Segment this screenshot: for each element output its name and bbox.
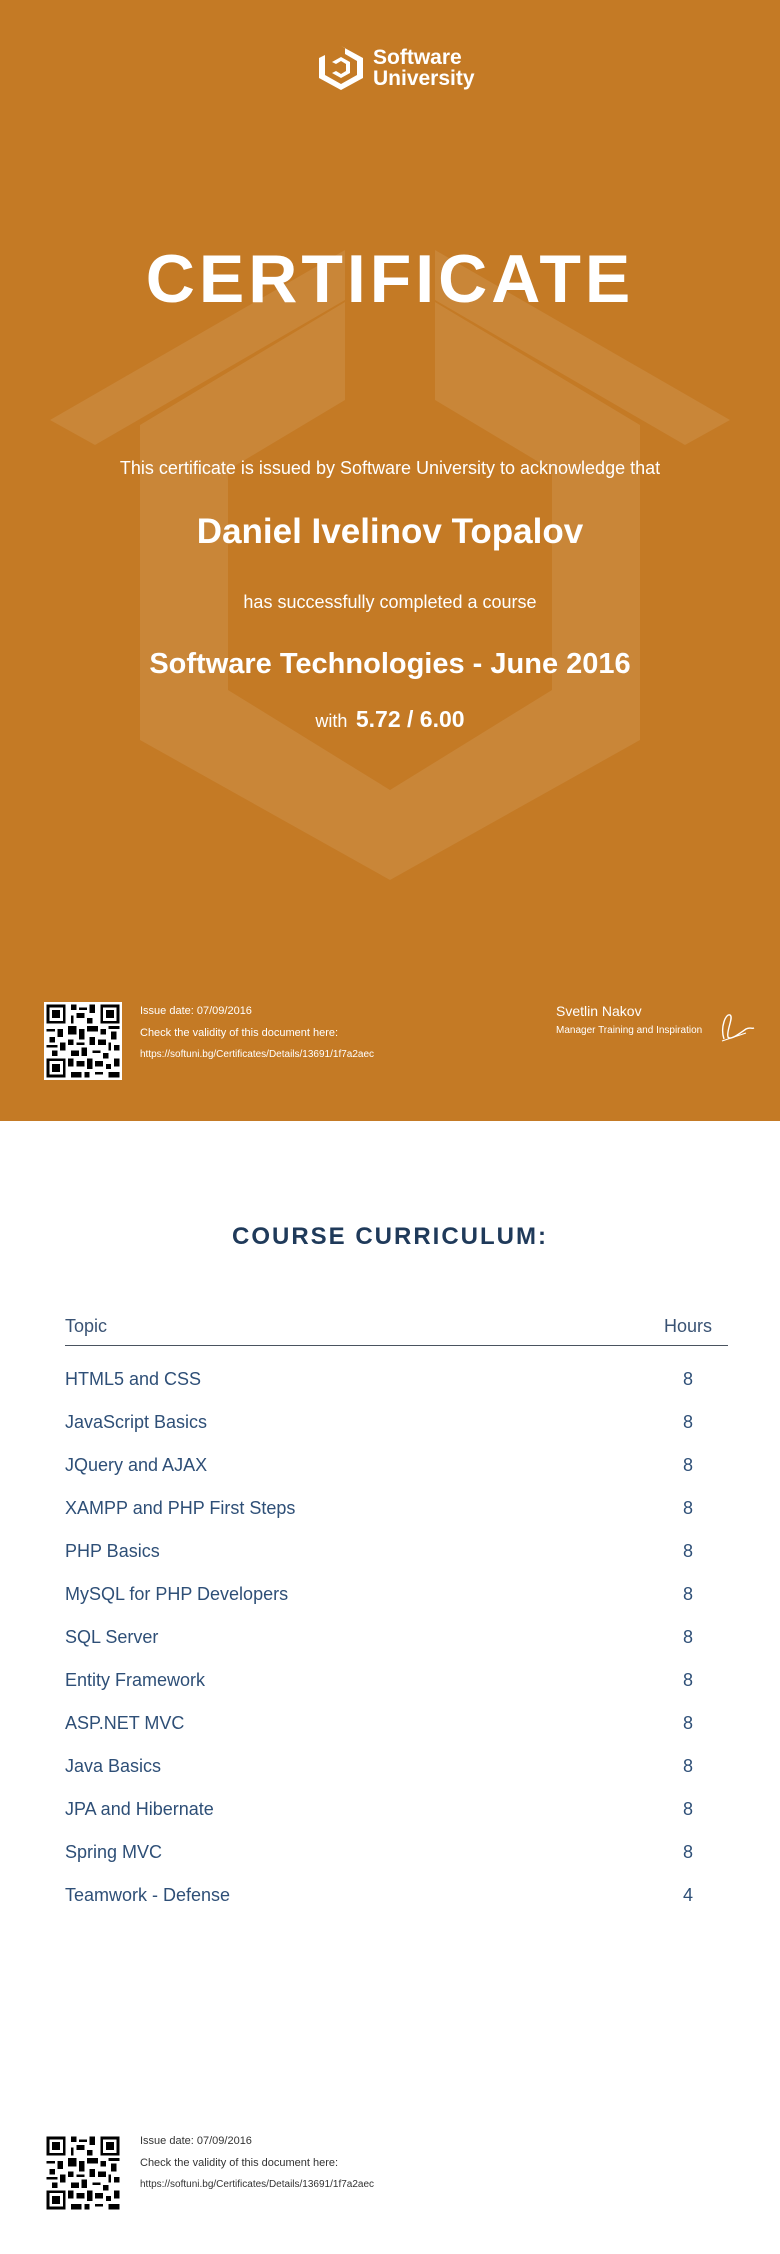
signature-icon: [716, 1003, 756, 1045]
qr-code-icon: [44, 2134, 122, 2212]
row-hours: 8: [682, 1412, 693, 1432]
row-topic: JPA and Hibernate: [65, 1799, 214, 1819]
row-hours: 8: [682, 1369, 693, 1389]
signer-role: Manager Training and Inspiration: [556, 1025, 703, 1036]
background-logo-watermark: [0, 0, 780, 1121]
table-row: [65, 1666, 693, 1709]
curriculum-table-body: [65, 1365, 693, 1924]
curriculum-title: COURSE CURRICULUM:: [232, 1223, 548, 1250]
qr-code-bottom[interactable]: [44, 2134, 122, 2212]
row-hours: 8: [682, 1541, 693, 1561]
table-row: [65, 1451, 693, 1494]
table-row: [65, 1537, 693, 1580]
validity-text-bottom: Check the validity of this document here:: [140, 2157, 339, 2169]
row-hours: 8: [682, 1799, 693, 1819]
column-header-topic: Topic: [65, 1316, 108, 1336]
grade-line: [0, 706, 780, 733]
logo-line-1: Software: [373, 46, 462, 69]
table-row: [65, 1838, 693, 1881]
row-hours: 8: [682, 1842, 693, 1862]
signer-name: Svetlin Nakov: [556, 1003, 642, 1019]
row-topic: MySQL for PHP Developers: [65, 1584, 289, 1604]
softuni-logo: [315, 44, 475, 92]
table-row: [65, 1408, 693, 1451]
grade-value: 5.72 / 6.00: [355, 706, 465, 732]
table-row: [65, 1494, 693, 1537]
column-header-hours: Hours: [663, 1316, 712, 1336]
row-hours: 8: [682, 1713, 693, 1733]
row-topic: Teamwork - Defense: [65, 1885, 231, 1905]
table-row: [65, 1795, 693, 1838]
recipient-name: Daniel Ivelinov Topalov: [196, 512, 584, 551]
softuni-logo-icon: [315, 44, 367, 92]
row-hours: 8: [682, 1670, 693, 1690]
validity-link-bottom[interactable]: https://softuni.bg/Certificates/Details/13691/1f7a2aec: [140, 2179, 375, 2190]
qr-code[interactable]: [44, 1002, 122, 1080]
row-hours: 8: [682, 1756, 693, 1776]
grade-prefix: with: [315, 711, 348, 731]
row-hours: 8: [682, 1498, 693, 1518]
validity-link[interactable]: https://softuni.bg/Certificates/Details/13691/1f7a2aec: [140, 1049, 375, 1060]
row-topic: Entity Framework: [65, 1670, 206, 1690]
row-topic: JavaScript Basics: [65, 1412, 208, 1432]
validity-text: Check the validity of this document here:: [140, 1027, 339, 1039]
table-row: [65, 1365, 693, 1408]
issue-date: Issue date: 07/09/2016: [140, 1005, 252, 1017]
row-hours: 4: [682, 1885, 693, 1905]
row-topic: SQL Server: [65, 1627, 159, 1647]
row-topic: JQuery and AJAX: [65, 1455, 208, 1475]
row-hours: 8: [682, 1584, 693, 1604]
row-topic: PHP Basics: [65, 1541, 160, 1561]
logo-line-2: University: [373, 67, 475, 90]
table-row: [65, 1623, 693, 1666]
row-topic: Java Basics: [65, 1756, 162, 1776]
logo-text: [373, 47, 475, 89]
issued-statement: This certificate is issued by Software University to acknowledge that: [119, 458, 661, 478]
course-name: Software Technologies - June 2016: [149, 648, 631, 680]
row-topic: XAMPP and PHP First Steps: [65, 1498, 296, 1518]
completion-statement: has successfully completed a course: [243, 592, 537, 612]
issue-date-bottom: Issue date: 07/09/2016: [140, 2135, 252, 2147]
qr-code-icon: [44, 1002, 122, 1080]
row-topic: HTML5 and CSS: [65, 1369, 202, 1389]
row-hours: 8: [682, 1455, 693, 1475]
bottom-meta: [140, 2130, 374, 2196]
curriculum-table-header: [65, 1312, 728, 1346]
certificate-meta: [140, 1000, 374, 1066]
certificate-title: CERTIFICATE: [145, 241, 635, 317]
table-row: [65, 1752, 693, 1795]
row-topic: Spring MVC: [65, 1842, 163, 1862]
row-topic: ASP.NET MVC: [65, 1713, 185, 1733]
table-row: [65, 1709, 693, 1752]
table-row: [65, 1580, 693, 1623]
signer-block: [556, 1003, 702, 1036]
table-row: [65, 1881, 693, 1924]
row-hours: 8: [682, 1627, 693, 1647]
certificate-panel: [0, 0, 780, 1121]
